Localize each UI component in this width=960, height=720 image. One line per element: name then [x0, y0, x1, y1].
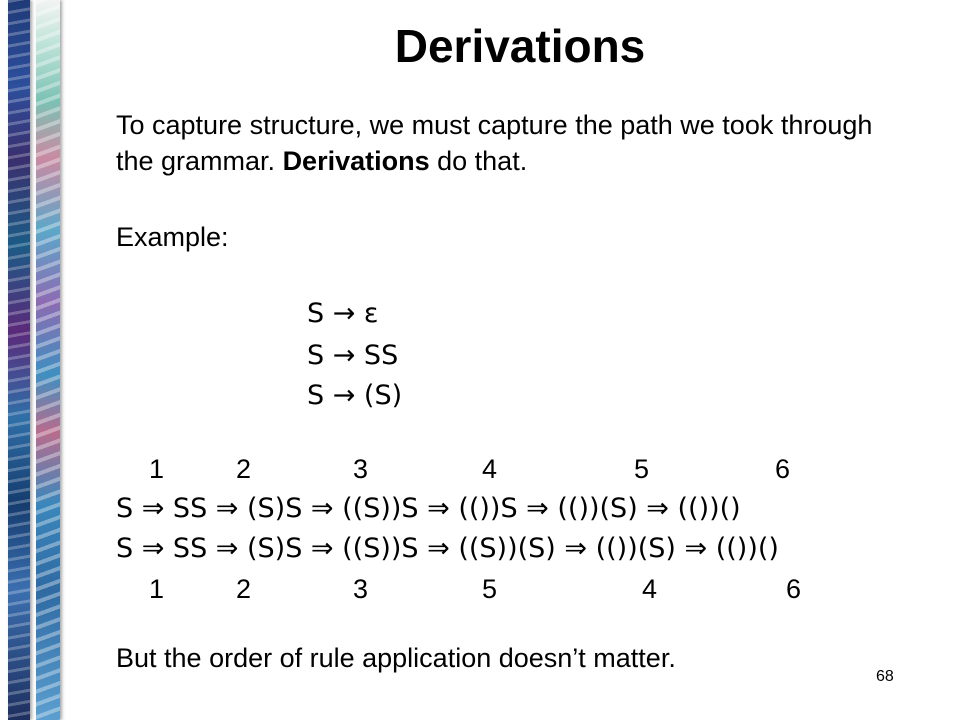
derivation-line-1: S ⇒ SS ⇒ (S)S ⇒ ((S))S ⇒ (())S ⇒ (())(S) ⇒ (())() [116, 493, 741, 524]
intro-bold-term: Derivations [282, 146, 430, 176]
step-number-bottom: 2 [236, 574, 252, 604]
decorative-border-strip-left [8, 0, 30, 720]
grammar-rule-1: S → ε [307, 298, 379, 329]
grammar-rule-3: S → (S) [307, 380, 403, 411]
step-number-top: 3 [353, 454, 369, 484]
step-number-bottom: 6 [786, 574, 802, 604]
intro-paragraph [116, 107, 906, 179]
example-label: Example: [116, 222, 229, 252]
step-number-top: 2 [236, 454, 252, 484]
step-number-top: 6 [775, 454, 791, 484]
intro-text-end: do that. [429, 146, 528, 176]
decorative-border-strip-right [36, 0, 60, 720]
step-number-bottom: 1 [149, 574, 165, 604]
step-number-bottom: 4 [642, 574, 658, 604]
slide-title: Derivations [394, 20, 646, 72]
page-number: 68 [876, 668, 894, 685]
closing-statement: But the order of rule application doesn’t matter. [116, 643, 676, 673]
intro-text-start: To capture structure, we must capture the path we took through the grammar. [116, 110, 873, 176]
step-number-top: 4 [482, 454, 498, 484]
step-number-bottom: 5 [482, 574, 498, 604]
step-number-top: 1 [149, 454, 165, 484]
step-number-top: 5 [634, 454, 650, 484]
derivation-line-2: S ⇒ SS ⇒ (S)S ⇒ ((S))S ⇒ ((S))(S) ⇒ (())(S) ⇒ (())() [116, 533, 779, 564]
grammar-rule-2: S → SS [307, 340, 399, 371]
step-number-bottom: 3 [353, 574, 369, 604]
